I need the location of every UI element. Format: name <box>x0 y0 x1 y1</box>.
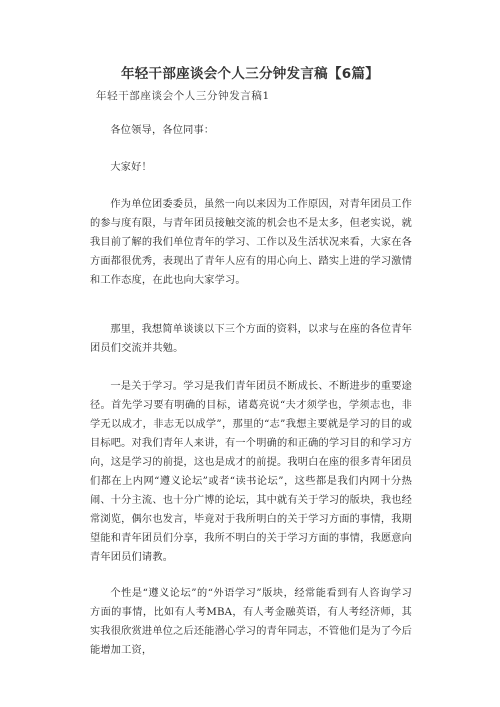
salutation-paragraph: 各位领导，各位同事： <box>110 125 215 136</box>
greeting-paragraph: 大家好！ <box>110 162 152 173</box>
body-paragraph-1: 作为单位团委委员，虽然一向以来因为工作原因，对青年团员工作的参与度有限，与青年团员接触交流的机会也不是太多，但老实说，就我目前了解的我们单位青年的学习、工作以及生活状况来看，大家在各方面都很优秀，表现出了青年人应有的用心向上、踏实上进的学习激情和工作态度，在此也向大家学习。 <box>90 199 413 286</box>
document-title: 年轻干部座谈会个人三分钟发言稿【6篇】 <box>120 66 380 82</box>
document-subtitle: 年轻干部座谈会个人三分钟发言稿1 <box>96 90 270 102</box>
body-paragraph-2: 那里，我想简单谈谈以下三个方面的资料，以求与在座的各位青年团员们交流并共勉。 <box>90 324 412 354</box>
body-paragraph-3: 一是关于学习。学习是我们青年团员不断成长、不断进步的重要途径。首先学习要有明确的目标，诸葛亮说“夫才须学也，学须志也，非学无以成才，非志无以成学”，那里的“志”我想主要就是学习的目的或目标吧。对我们青年人来讲，有一个明确的和正确的学习目的和学习方向，这是学习的前提，这也是成才的前提。我明白在座的很多青年团员们都在上内网“遵义论坛”或者“读书论坛”，这些都是我们内网十分热闹、十分主流、也十分广博的论坛，其中就有关于学习的版块，我也经常浏览，偶尔也发言，毕竟对于我所明白的关于学习方面的事情，我期望能和青年团员们分享，我所不明白的关于学习方面的事情，我愿意向青年团员们请教。 <box>90 381 413 563</box>
body-paragraph-4: 个性是“遵义论坛”的“外语学习”版块，经常能看到有人咨询学习方面的事情，比如有人考MBA，有人考金融英语，有人考经济师，其实我很欣赏进单位之后还能潜心学习的青年同志，不管他们是为了今后能增加工资， <box>90 588 413 656</box>
